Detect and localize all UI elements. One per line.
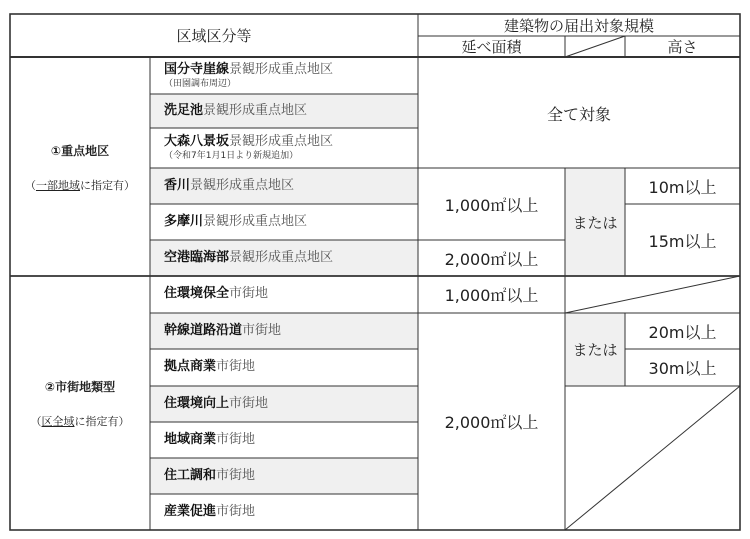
district-chiiki: 地域商業市街地 xyxy=(164,431,256,447)
value-height-10-text: 10m以上 xyxy=(648,177,717,197)
district-kansen: 幹線道路沿道市街地 xyxy=(164,322,282,338)
district-omori: 大森八景坂景観形成重点地区 （令和7年1月1日より新規追加） xyxy=(164,133,334,161)
district-sangyo: 産業促進市街地 xyxy=(164,503,256,519)
district-kokubunji: 国分寺崖線景観形成重点地区 （田園調布周辺） xyxy=(164,61,334,89)
header-floor-area-label: 延べ面積 xyxy=(461,37,522,56)
category-juten-title: ①重点地区 xyxy=(50,143,110,158)
district-jukankyo-kojo: 住環境向上市街地 xyxy=(164,395,269,411)
header-diagonal xyxy=(565,36,625,57)
district-jukou: 住工調和市街地 xyxy=(164,467,256,483)
value-area-1000-a-text: 1,000㎡以上 xyxy=(444,195,539,215)
value-height-15-text: 15m以上 xyxy=(648,231,717,251)
value-area-1000-b-text: 1,000㎡以上 xyxy=(444,286,539,305)
value-area-2000-b-text: 2,000㎡以上 xyxy=(444,413,539,432)
district-kagawa: 香川景観形成重点地区 xyxy=(164,177,295,193)
diagonal-hozen xyxy=(565,276,740,313)
header-height-label: 高さ xyxy=(667,37,698,56)
category-shigaichi-note: （区全域に指定有） xyxy=(30,414,130,428)
value-height-20-text: 20m以上 xyxy=(648,322,717,342)
value-height-30-text: 30m以上 xyxy=(648,359,717,378)
category-shigaichi-title: ②市街地類型 xyxy=(44,379,116,394)
district-kukou: 空港臨海部景観形成重点地区 xyxy=(164,249,334,265)
value-area-2000-a-text: 2,000㎡以上 xyxy=(444,249,539,269)
value-or-2-text: または xyxy=(572,341,618,359)
category-juten-note: （一部地域に指定有） xyxy=(25,178,135,192)
outer-border xyxy=(10,14,740,530)
district-jukankyo-hozen: 住環境保全市街地 xyxy=(164,286,269,302)
district-senzokuike: 洗足池景観形成重点地区 xyxy=(164,102,308,118)
value-or-1-text: または xyxy=(572,213,618,232)
value-all-target-text: 全て対象 xyxy=(546,104,611,124)
header-target-label: 建築物の届出対象規模 xyxy=(503,16,654,35)
diagonal-lower xyxy=(565,386,740,530)
district-kyoten: 拠点商業市街地 xyxy=(164,359,256,375)
district-tamagawa: 多摩川景観形成重点地区 xyxy=(164,213,308,229)
header-area-label: 区域区分等 xyxy=(176,26,252,45)
